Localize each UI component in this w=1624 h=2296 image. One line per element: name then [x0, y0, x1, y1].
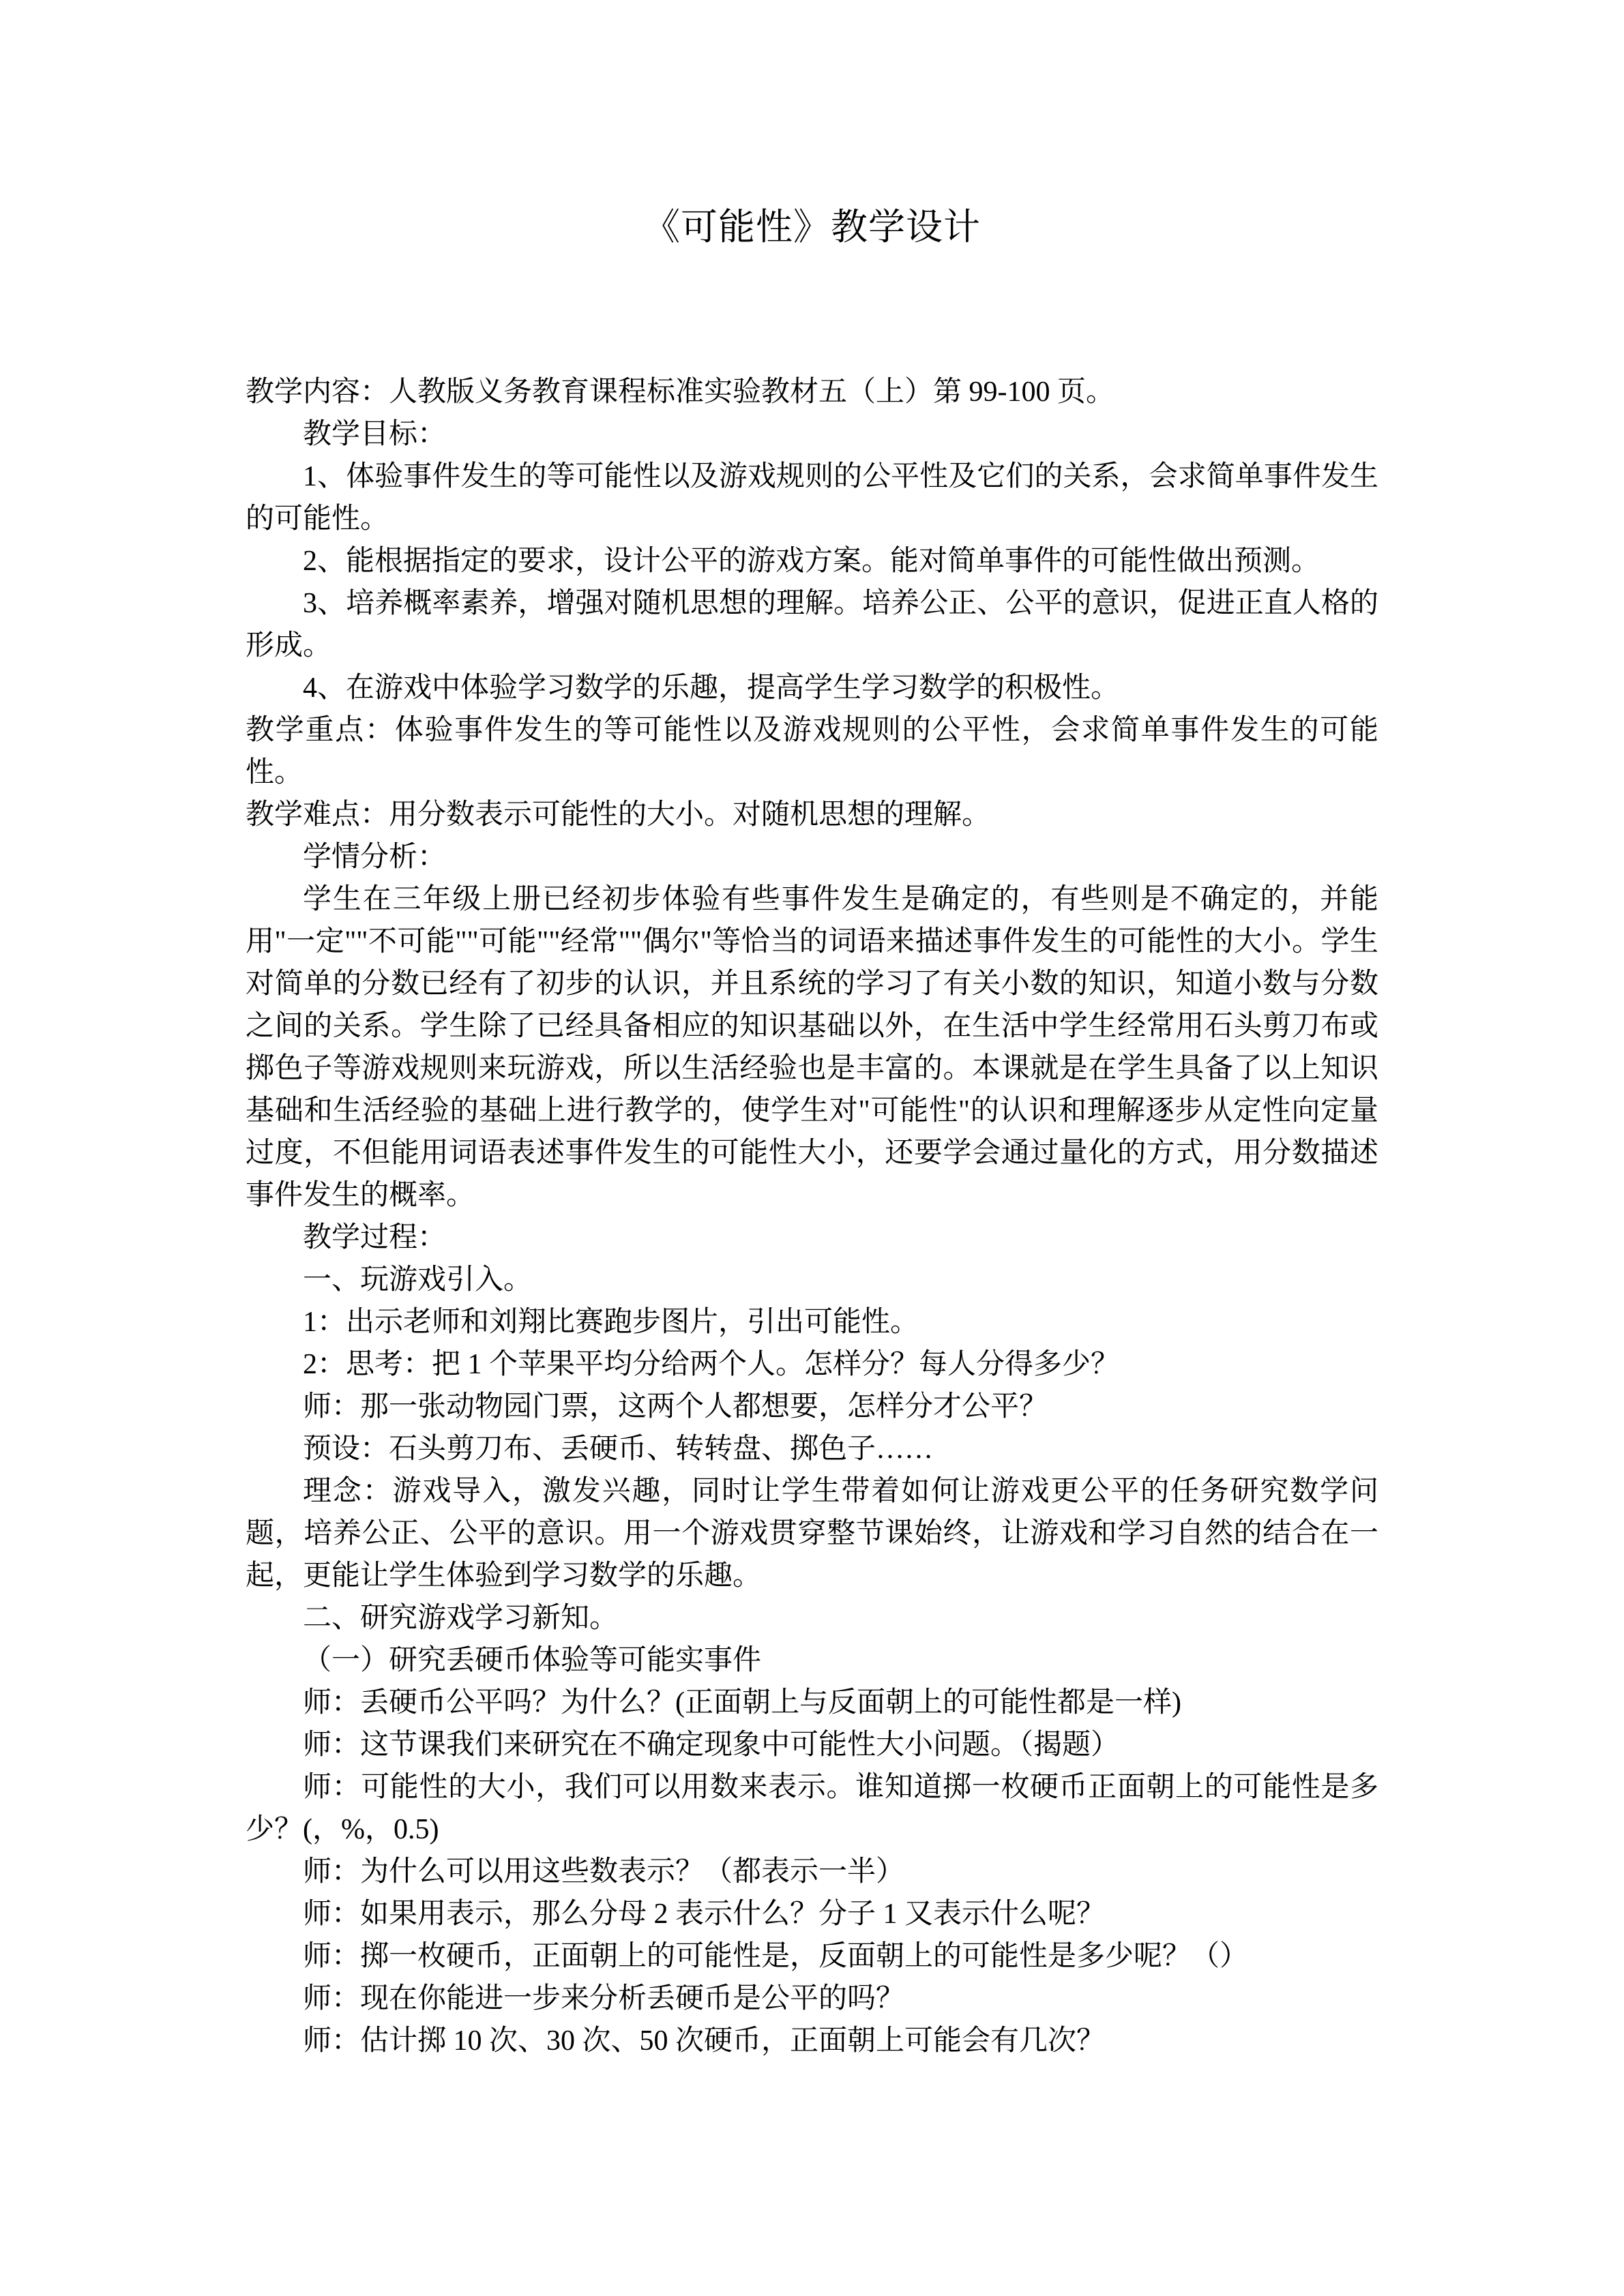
paragraph: 4、在游戏中体验学习数学的乐趣，提高学生学习数学的积极性。: [303, 672, 1120, 704]
paragraph: 学生在三年级上册已经初步体验有些事件发生是确定的，有些则是不确定的，并能用"一定""不可能""可能""经常""偶尔"等恰当的词语来描述事件发生的可能性的大小。学生对简单的分数已经有了初步的认识，并且系统的学习了有关小数的知识，知道小数与分数之间的关系。学生除了已经具备相应的知识基础以外，在生活中学生经常用石头剪刀布或掷色子等游戏规则来玩游戏，所以生活经验也是丰富的。本课就是在学生具备了以上知识基础和生活经验的基础上进行教学的，使学生对"可能性"的认识和理解逐步从定性向定量过度，不但能用词语表述事件发生的可能性大小，还要学会通过量化的方式，用分数描述事件发生的概率。: [246, 884, 1378, 1211]
paragraph: 师：这节课我们来研究在不确定现象中可能性大小问题。（揭题）: [303, 1729, 1120, 1761]
paragraph: 预设：石头剪刀布、丢硬币、转转盘、掷色子……: [303, 1433, 934, 1465]
paragraph: 教学过程：: [303, 1222, 447, 1253]
paragraph: 1：出示老师和刘翔比赛跑步图片，引出可能性。: [303, 1307, 919, 1338]
paragraph: 师：为什么可以用这些数表示？（都表示一半）: [303, 1856, 905, 1888]
paragraph: 师：那一张动物园门票，这两个人都想要，怎样分才公平？: [303, 1391, 1048, 1422]
paragraph: 师：估计掷 10 次、30 次、50 次硬币，正面朝上可能会有几次？: [303, 2025, 1106, 2057]
paragraph: 师：可能性的大小，我们可以用数来表示。谁知道掷一枚硬币正面朝上的可能性是多少？(，%，0.5): [246, 1772, 1378, 1845]
paragraph: 师：丢硬币公平吗？为什么？(正面朝上与反面朝上的可能性都是一样): [303, 1687, 1181, 1718]
document-body: [246, 371, 1378, 2062]
paragraph: 师：如果用表示，那么分母 2 表示什么？分子 1 又表示什么呢？: [303, 1898, 1106, 1930]
paragraph: 学情分析：: [303, 841, 447, 873]
paragraph: 1、体验事件发生的等可能性以及游戏规则的公平性及它们的关系，会求简单事件发生的可能性。: [246, 461, 1378, 535]
paragraph: 师：现在你能进一步来分析丢硬币是公平的吗？: [303, 1983, 905, 2014]
paragraph: 教学内容：人教版义务教育课程标准实验教材五（上）第 99-100 页。: [246, 376, 1114, 408]
paragraph: 二、研究游戏学习新知。: [303, 1602, 619, 1634]
paragraph: 教学重点：体验事件发生的等可能性以及游戏规则的公平性，会求简单事件发生的可能性。: [246, 715, 1378, 788]
paragraph: （一）研究丢硬币体验等可能实事件: [303, 1645, 762, 1676]
paragraph: 理念：游戏导入，激发兴趣，同时让学生带着如何让游戏更公平的任务研究数学问题，培养公正、公平的意识。用一个游戏贯穿整节课始终，让游戏和学习自然的结合在一起，更能让学生体验到学习数学的乐趣。: [246, 1476, 1378, 1592]
paragraph: 师：掷一枚硬币，正面朝上的可能性是，反面朝上的可能性是多少呢？（）: [303, 1941, 1249, 1972]
paragraph: 3、培养概率素养，增强对随机思想的理解。培养公正、公平的意识，促进正直人格的形成。: [246, 588, 1378, 661]
paragraph: 一、玩游戏引入。: [303, 1264, 533, 1296]
document-title: 《可能性》教学设计: [643, 207, 981, 248]
paragraph: 2：思考：把 1 个苹果平均分给两个人。怎样分？每人分得多少？: [303, 1349, 1120, 1380]
paragraph: 教学目标：: [303, 419, 447, 450]
paragraph: 2、能根据指定的要求，设计公平的游戏方案。能对简单事件的可能性做出预测。: [303, 546, 1320, 577]
paragraph: 教学难点：用分数表示可能性的大小。对随机思想的理解。: [246, 799, 991, 831]
